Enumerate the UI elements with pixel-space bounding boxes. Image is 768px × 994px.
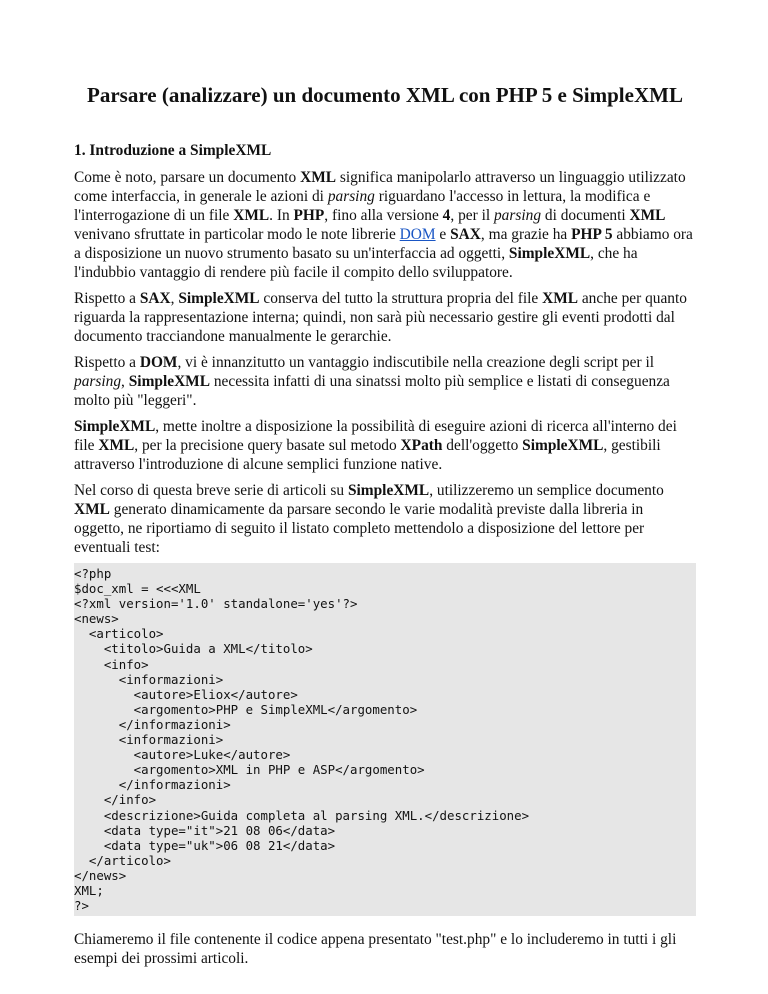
paragraph-series: Nel corso di questa breve serie di articoli su SimpleXML, utilizzeremo un semplice documento XML generato dinamicamente da parsare secondo le varie modalità previste dalla libreria in oggetto, ne riportiamo di seguito il listato completo mettendolo a disposizione del lettore per eventuali test: [74, 482, 664, 556]
code-block: <?php $doc_xml = <<<XML <?xml version='1.0' standalone='yes'?> <news> <articolo> <titolo>Guida a XML</titolo> <info> <informazioni> <autore>Eliox</autore> <argomento>PHP e SimpleXML</argomento> </informazioni> <informazioni> <autore>Luke</autore> <argomento>XML in PHP e ASP</argomento> </informazioni> </info> <descrizione>Guida completa al parsing XML.</descrizione> <data type="it">21 08 06</data> <data type="uk">06 08 21</data> </articolo> </news> XML; ?> [74, 563, 696, 916]
section-heading: 1. Introduzione a SimpleXML [74, 142, 272, 159]
document-page [74, 78, 696, 975]
page-title: Parsare (analizzare) un documento XML con PHP 5 e SimpleXML [87, 83, 683, 107]
paragraph-dom: Rispetto a DOM, vi è innanzitutto un vantaggio indiscutibile nella creazione degli script per il parsing, SimpleXML necessita infatti di una sinatssi molto più semplice e listati di conseguenza molto più "leggeri". [74, 354, 670, 409]
dom-link[interactable]: DOM [399, 226, 436, 243]
paragraph-closing: Chiameremo il file contenente il codice appena presentato "test.php" e lo includeremo in tutti i gli esempi dei prossimi articoli. [74, 931, 677, 968]
paragraph-sax: Rispetto a SAX, SimpleXML conserva del tutto la struttura propria del file XML anche per quanto riguarda la rappresentazione interna; quindi, non sarà più necessario gestire gli eventi prodotti dal documento tracciandone manualmente le gerarchie. [74, 290, 687, 345]
paragraph-xpath: SimpleXML, mette inoltre a disposizione la possibilità di eseguire azioni di ricerca all'interno dei file XML, per la precisione query basate sul metodo XPath dell'oggetto SimpleXML, gestibili attraverso l'introduzione di alcune semplici funzione native. [74, 418, 677, 473]
paragraph-intro: Come è noto, parsare un documento XML significa manipolarlo attraverso un linguaggio utilizzato come interfaccia, in generale le azioni di parsing riguardano l'accesso in lettura, la modifica e l'interrogazione di un file XML. In PHP, fino alla versione 4, per il parsing di documenti XML venivano sfruttate in particolar modo le note librerie DOM e SAX, ma grazie ha PHP 5 abbiamo ora a disposizione un nuovo strumento basato su un'interfaccia ad oggetti, SimpleXML, che ha l'indubbio vantaggio di rendere più facile il compito dello sviluppatore. [74, 169, 693, 281]
